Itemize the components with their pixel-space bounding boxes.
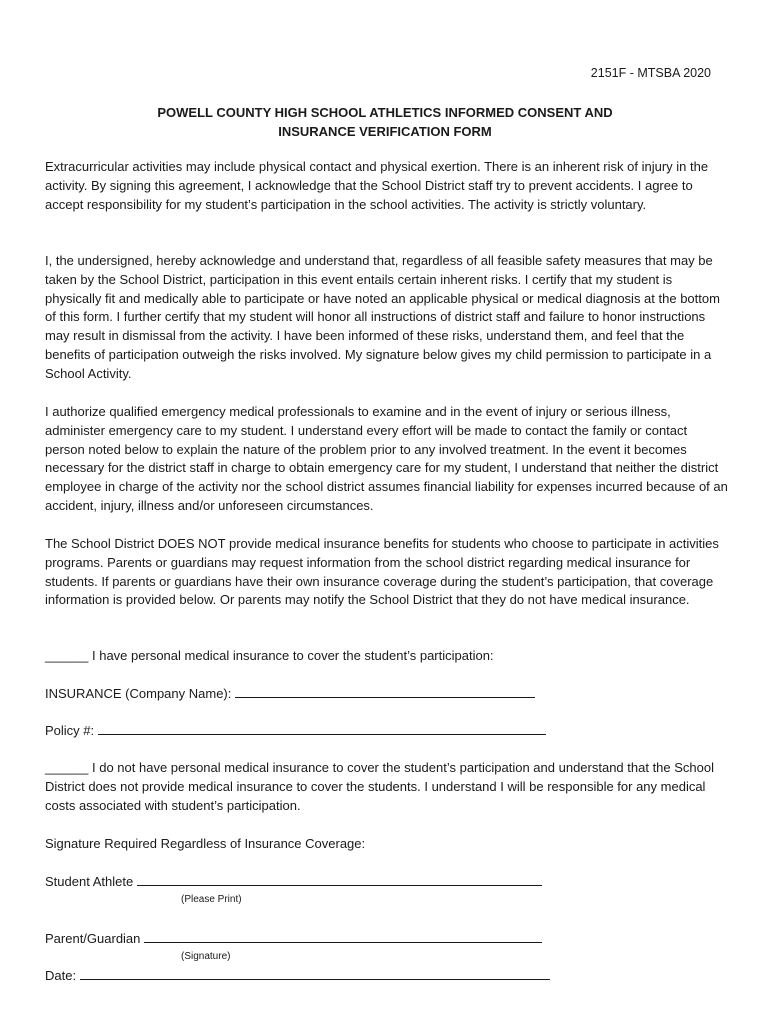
student-athlete-name-field[interactable] xyxy=(137,872,542,886)
student-athlete-label: Student Athlete xyxy=(45,874,134,889)
no-insurance-checkbox-blank[interactable]: ______ xyxy=(45,760,89,775)
policy-number-field[interactable] xyxy=(98,721,546,735)
insurance-company-label: INSURANCE (Company Name): xyxy=(45,686,232,701)
please-print-caption: (Please Print) xyxy=(181,894,242,905)
student-athlete-row xyxy=(45,872,542,891)
parent-guardian-row xyxy=(45,929,542,948)
signature-required-note: Signature Required Regardless of Insurance Coverage: xyxy=(45,836,366,851)
no-insurance-text: I do not have personal medical insurance to cover the student’s participation and understand that the School District does not provide medical insurance to cover the students. I understand I will be responsible for any medical costs associated with student’s participation. xyxy=(45,760,714,813)
date-row xyxy=(45,966,550,985)
insurance-company-row xyxy=(45,684,535,703)
document-reference: 2151F - MTSBA 2020 xyxy=(590,66,711,80)
form-title-line-2: INSURANCE VERIFICATION FORM xyxy=(278,124,492,139)
option-have-insurance xyxy=(45,647,728,666)
parent-guardian-signature-field[interactable] xyxy=(144,929,542,943)
have-insurance-checkbox-blank[interactable]: ______ xyxy=(45,648,89,663)
form-title xyxy=(0,103,770,141)
parent-guardian-label: Parent/Guardian xyxy=(45,931,141,946)
date-label: Date: xyxy=(45,968,77,983)
date-field[interactable] xyxy=(80,966,550,980)
paragraph-risk-acknowledgement: Extracurricular activities may include physical contact and physical exertion. There is an inherent risk of injury in the activity. By signing this agreement, I acknowledge that the School District staff try to prevent accidents. I agree to accept responsibility for my student’s participation in the school activities. The activity is strictly voluntary. xyxy=(45,159,709,212)
paragraph-inherent-risks: I, the undersigned, hereby acknowledge and understand that, regardless of all feasible safety measures that may be taken by the School District, participation in this event entails certain inherent risks. I certify that my student is physically fit and medically able to participate or have noted an applicable physical or medical diagnosis at the bottom of this form. I further certify that my student will honor all instructions of district staff and failure to honor instructions may result in dismissal from the activity. I have been informed of these risks, understand them, and feel that the benefits of participation outweigh the risks involved. My signature below gives my child permission to participate in a School Activity. xyxy=(45,253,720,381)
policy-number-label: Policy #: xyxy=(45,723,95,738)
insurance-company-field[interactable] xyxy=(235,684,535,698)
have-insurance-text: I have personal medical insurance to cover the student’s participation: xyxy=(88,648,494,663)
policy-number-row xyxy=(45,721,546,740)
signature-caption: (Signature) xyxy=(181,951,231,962)
option-no-insurance xyxy=(45,759,728,815)
form-title-line-1: POWELL COUNTY HIGH SCHOOL ATHLETICS INFORMED CONSENT AND xyxy=(157,105,613,120)
paragraph-insurance-notice: The School District DOES NOT provide medical insurance benefits for students who choose to participate in activities programs. Parents or guardians may request information from the school district regarding medical insurance for students. If parents or guardians have their own insurance coverage during the student’s participation, that coverage information is provided below. Or parents may notify the School District that they do not have medical insurance. xyxy=(45,536,719,608)
paragraph-emergency-care: I authorize qualified emergency medical professionals to examine and in the event of injury or serious illness, administer emergency care to my student. I understand every effort will be made to contact the family or contact person noted below to explain the nature of the problem prior to any involved treatment. In the event it becomes necessary for the district staff in charge to obtain emergency care for my student, I understand that neither the district employee in charge of the activity nor the school district assumes financial liability for expenses incurred because of an accident, injury, illness and/or unforeseen circumstances. xyxy=(45,404,728,513)
